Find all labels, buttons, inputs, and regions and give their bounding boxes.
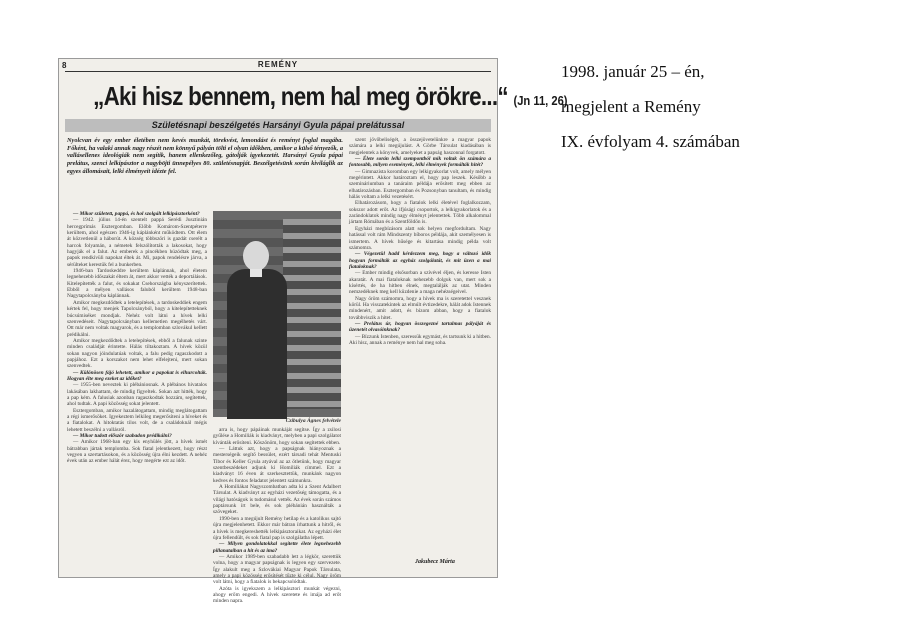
headline <box>93 77 568 115</box>
article-paragraph: 1990-ben a megújult Remény hetilap és a katolikus sajtó újra megjelenhetett. Ekkor már bátran írhattunk a hitről, és a hívek is megkereshették lelkipásztoraikat. Az egyházi élet újra fellendült, és sok fiatal pap is szolgálatba lépett. <box>213 515 341 541</box>
article-paragraph: — Bízzunk Istenben, szeressük egymást, és tartsunk ki a hitben. Aki hisz, annak a reménye nem hal meg soha. <box>349 333 491 346</box>
photo-altar <box>283 219 341 409</box>
article-paragraph: — Ember mindig elsősorban a szívével éljen, és keresse Isten akaratát. A mai fiataloknak nehezebb dolguk van, mert sok a kísértés, de ha hitben élnek, megtalálják az utat. Minden nemzedéknek meg kell küzdenie a maga nehézségeivel. <box>349 270 491 296</box>
article-column-2 <box>213 427 341 605</box>
article-paragraph: Amikor megkezdődtek a letelepítések, a tardoskeddiek engem kértek fel, hogy menjek Tapolcsányból, hogy a kitelepítetteknek búcsúmiséket mondjak. Nehéz volt látni a hívek lelki szenvedéseit. Nagytapolcsányban kellemetlen megélhetés várt. Ott már nem voltak magyarok, és a templomban szlovákul kellett prédikálni. <box>67 299 207 338</box>
article-paragraph: 1946-ban Tardoskeddre kerültem káplánnak, ahol életem legnehezebb időszakát éltem át, mert akkor vették a deportálások. Kitelepítették a falut, és sokakat Csehországba kényszerítettek. Ebből a mélyen vallásos faluból kerültem 1948-ban Nagytapolcsányba káplánnak. <box>67 268 207 300</box>
newspaper-clipping <box>58 58 568 605</box>
article-paragraph: — Gimnazista koromban egy lelkigyakorlat volt, amely mélyen megérintett. Akkor határoztam el, hogy pap leszek. Később a szemináriumban a tanáraim példája erősített meg ebben az elhatározásban. Esztergomban és Pozsonyban tanultam, és mindig hálás voltam a lelki vezetésért. <box>349 168 491 201</box>
photo-figure-head <box>243 241 269 271</box>
article-paragraph: — 1955-ben neveztek ki plébániosnak. A plébános hivatalos lakásában lakhattam, de mindig figyeltek. Sokan azt hitték, hogy a pap kém. A falusiak azonban ragaszkodtak hozzám, segítettek, ahol tudtak. A papi közösség sokat jelentett. <box>67 382 207 408</box>
article-paragraph: — Amikor 1989-ben szabadabb lett a légkör, szerettük volna, hogy a magyar papságnak is legyen egy szervezete. Így alakult meg a Szlovákiai Magyar Papok Társulata, amely a papi közösség erősítését tűzte ki célul. Nagy öröm volt látni, hogy a fiatalok is bekapcsolódtak. <box>213 553 341 586</box>
article-paragraph: Amikor megkezdődtek a letelepítések, ebből a falunak szinte minden családját érintette. Hálás tiltakoztam. A hívek közül sokan nagyon jóindulatúak voltak, a falu pedig ragaszkodott a papjához. Ezt a korszakot nem lehet elfelejteni, mert sokan szenvedtek. <box>67 337 207 370</box>
subtitle-bar: Születésnapi beszélgetés Harsányi Gyula pápai prelátussal <box>65 119 491 132</box>
article-paragraph: szent jövőbeliségét, a összejövetelünkre a magyar papok számára a lelki megújulást. A Görbe Társulat kiadásában is megjelentek a könyvek, amelyeket a papság haszonnal forgatott. <box>349 137 491 156</box>
article-paragraph: Esztergomban, amikor hazalátogattam, mindig meglátogattam a régi ismerősöket. Igyekeztem lelkileg megerősíteni a híveket és a fiatalokat. A hitoktatás tilos volt, de a családoknál mégis lehetett beszélni a vallásról. <box>67 407 207 433</box>
article-paragraph: Egyházi megbízásom alatt sok helyen megfordultam. Nagy hatással volt rám Mindszenty bíboros példája, akit személyesen is ismertem. A hívek hűsége és kitartása mindig példa volt számomra. <box>349 225 491 251</box>
article-paragraph: — 1942. július 14-én szentelt pappá Serédi Jusztinián hercegprímás Esztergomban. Előbb Komárom-Szentpéterre kerültem, ahol egészen 1946-ig káplánként működtem. Ott élem át közvetlenül a háborút. A község többszöri is gazdát cserélt a harcok folyamán, a németek felszólították a lakosokat, hogy hagyják el a falut. Az emberek a pincékben húzódtak meg, a papok rendkívüli napokat éltek át. Mi, papok rendelésre járva, a sérülteket kerestük fel a bunkerben. <box>67 217 207 268</box>
article-author: Jakubecz Márta <box>415 559 455 565</box>
article-paragraph: — Prelátus úr, hogyan összegezné tartalmas pályáját és üzenetét olvasóinknak? <box>349 320 491 334</box>
article-paragraph: Azóta is igyekszem a lelkipásztori munkát végezni, ahogy erőm engedi. A hívek szeretete és imája ad erőt minden napra. <box>213 585 341 605</box>
page-number: 8 <box>62 61 67 70</box>
article-paragraph: — Milyen gondolatokkal segítette élete legnehezebb pillanataiban a hit és az ima? <box>213 541 341 554</box>
article-paragraph: — Végezetül hadd kérdezzem meg, hogy a változó idők hogyan formálták az egyház szolgálatát, és mit üzen a mai fiataloknak? <box>349 251 491 270</box>
portrait-photo <box>213 211 341 417</box>
article-column-1 <box>67 211 207 573</box>
article-paragraph: Nagy öröm számomra, hogy a hívek ma is szeretettel vesznek körül. Ha visszatekintek az elmúlt évtizedekre, hálát adok Istennek mindenért, amit adott, és bízom abban, hogy a fiatalok továbbviszik a hitet. <box>349 295 491 321</box>
photo-figure-collar <box>250 269 262 277</box>
article-paragraph: — Láttuk azt, hogy a papságnak hiányoznak a mesterségeik segítő bessúlet, ezért társadi tehát Mentuski Tibor és Keller Gyula atyával az az ötletünk, hogy magyar szentbeszédeket adjunk ki Homiliák címmel. Ezt a kiadványt 16 éven át szerkesztettük, munkánk nagyon kedves és fontos feladatot jelentett számunkra. <box>213 446 341 484</box>
masthead-rule <box>65 71 491 72</box>
headline-reference: (Jn 11, 26) <box>513 93 568 108</box>
note-line-date: 1998. január 25 – én, <box>561 62 705 81</box>
article-paragraph: arra is, hogy pápáinak munkáját segítse. Így a zsilosi gyűlése a Homiliák is kiadványt, melyben a papi szolgálatot kívánták erősíteni. Köszönöm, hogy sokan segítettek ebben. <box>213 427 341 446</box>
article-paragraph: A Homiliákat Nagyszombatban adta ki a Szent Adalbert Társulat. A kiadványt az egyházi vezetőség támogatta, és a világi hatóságok is tudomásul vették. Az évek során számos paptársunk írt bele, és sok plébánián használták a szövegeket. <box>213 484 341 516</box>
article-paragraph: — Amikor 1968-ban egy kis enyhülés jött, a hívek ismét bátrabban jártak templomba. Sok fiatal jelentkezett, hogy részt vegyen a szertartásokon, és a közösség újra élni kezdett. A nehéz évek után az ember hálát érez, hogy megérte ezt az időt. <box>67 439 207 465</box>
article-paragraph: Elhatározásom, hogy a fiatalok lelki életével foglalkozzam, sokszor adott erőt. Az ifjúsági csoportok, a lelkigyakorlatok és a zarándoklatok mindig nagy élményt jelentettek. Több alkalommal jártam Rómában és a Szentföldön is. <box>349 200 491 226</box>
article-paragraph: — Mikor tudott először szabadon prédikálni? <box>73 433 172 440</box>
article-paragraph: — Élete során lelki szempontból mik voltak ön számára a fontosabb, milyen események, lelki élmények formálták hitét? <box>349 156 491 169</box>
article-paragraph: — Különösen fájó lehetett, amikor a papokat is elhurcolták. Hogyan élte meg ezeket az időket? <box>67 369 207 382</box>
note-line-publication: megjelent a Remény <box>561 97 701 116</box>
note-line-issue: IX. évfolyam 4. számában <box>561 132 740 151</box>
headline-text: „Aki hisz bennem, nem hal meg örökre...“ <box>93 81 508 111</box>
article-column-3 <box>349 137 491 555</box>
lead-paragraph: Nyolcvan év egy ember életében nem kevés munkát, törekvést, lemondást és reményt foglal magába. Főként, ha valaki annak nagy részét nem könnyű pályán tölti el olyan időkben, amikor a külső tényezők, a vallásellenes ideológiák nem segítik, hanem ellenkezőleg, gátolják igyekezetét. Harsányi Gyula pápai prelátus, szenci lelkipásztor a nagyböjti ünnepélyes 80. születésnapját. Beszélgetésünk során kiviláglik az egyes állomásait, lelki élményeit idézte fel. <box>67 137 343 175</box>
photo-caption: Czibulya Ágnes felvétele <box>285 418 341 424</box>
photo-figure-body <box>227 269 287 419</box>
masthead: REMÉNY <box>257 60 299 69</box>
article-paragraph: — Mikor született, pappá, és hol szolgált lelkipásztorként? <box>73 211 200 217</box>
